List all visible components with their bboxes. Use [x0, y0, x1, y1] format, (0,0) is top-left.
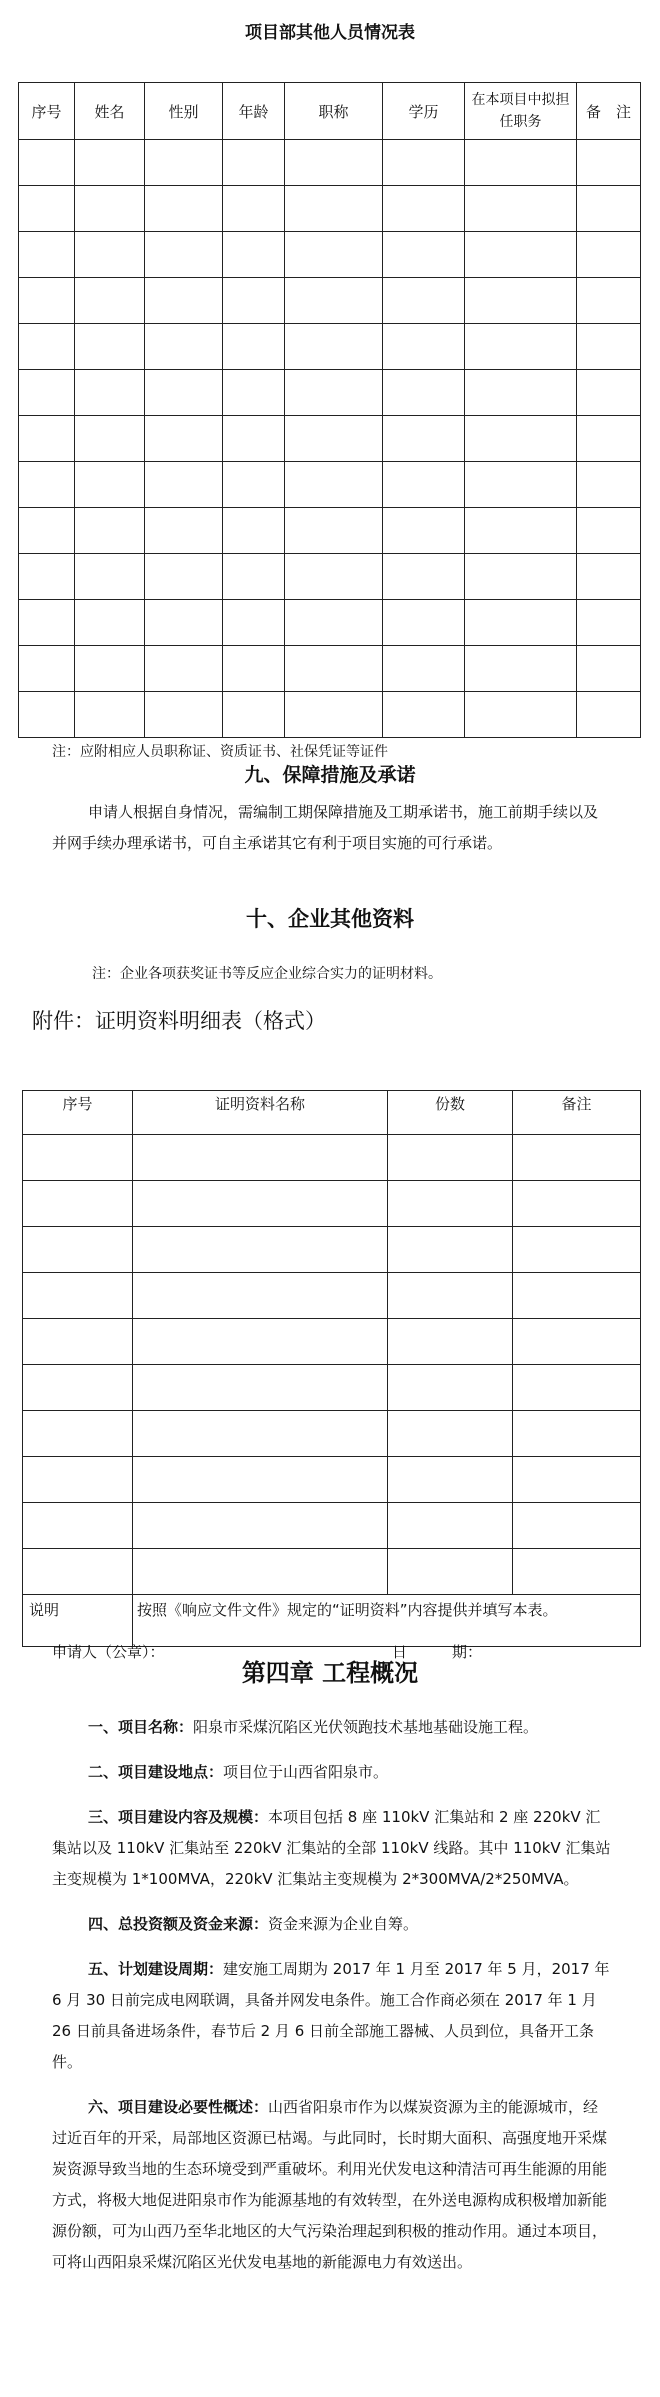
table-row [19, 508, 641, 554]
empty-cell [145, 462, 223, 508]
section-9-paragraph: 申请人根据自身情况，需编制工期保障措施及工期承诺书，施工前期手续以及并网手续办理承诺书，可自主承诺其它有利于项目实施的可行承诺。 [52, 803, 599, 852]
empty-cell [23, 1181, 133, 1227]
empty-cell [577, 232, 641, 278]
item-label: 二、项目建设地点： [88, 1763, 224, 1781]
empty-cell [75, 600, 145, 646]
header-cell: 在本项目中拟担任职务 [465, 83, 577, 140]
empty-cell [577, 370, 641, 416]
section-10-note: 注：企业各项获奖证书等反应企业综合实力的证明材料。 [92, 966, 442, 982]
empty-cell [145, 324, 223, 370]
empty-cell [383, 324, 465, 370]
empty-cell [285, 232, 383, 278]
empty-cell [577, 416, 641, 462]
empty-cell [383, 462, 465, 508]
empty-cell [133, 1319, 388, 1365]
staff-table-note: 注：应附相应人员职称证、资质证书、社保凭证等证件 [52, 744, 388, 760]
empty-cell [285, 416, 383, 462]
chapter-item [52, 1757, 612, 1788]
header-cell: 证明资料名称 [133, 1091, 388, 1135]
empty-cell [388, 1365, 513, 1411]
table-row [23, 1503, 641, 1549]
empty-cell [465, 370, 577, 416]
empty-cell [577, 508, 641, 554]
empty-cell [145, 508, 223, 554]
chapter-4-title: 第四章 工程概况 [241, 1659, 419, 1687]
empty-cell [388, 1503, 513, 1549]
empty-cell [388, 1549, 513, 1595]
item-label: 四、总投资额及资金来源： [88, 1915, 269, 1933]
remark-row [23, 1595, 641, 1647]
empty-cell [388, 1319, 513, 1365]
empty-cell [513, 1411, 641, 1457]
empty-cell [223, 646, 285, 692]
empty-cell [23, 1411, 133, 1457]
empty-cell [145, 186, 223, 232]
empty-cell [223, 416, 285, 462]
item-label: 六、项目建设必要性概述： [88, 2098, 269, 2116]
item-text: 本项目包括 8 座 110kV 汇集站和 2 座 220kV 汇集站以及 110kV 汇集站至 220kV 汇集站的全部 110kV 线路。其中 110kV 汇集站主变规模为 1*100MVA，220kV 汇集站主变规模为 2*300MVA/2*250MVA。 [52, 1808, 611, 1888]
empty-cell [145, 646, 223, 692]
empty-cell [465, 232, 577, 278]
empty-cell [388, 1457, 513, 1503]
empty-cell [145, 232, 223, 278]
empty-cell [133, 1365, 388, 1411]
empty-cell [23, 1319, 133, 1365]
empty-cell [223, 370, 285, 416]
empty-cell [513, 1503, 641, 1549]
empty-cell [133, 1411, 388, 1457]
empty-cell [19, 508, 75, 554]
empty-cell [133, 1181, 388, 1227]
empty-cell [133, 1457, 388, 1503]
empty-cell [388, 1181, 513, 1227]
empty-cell [513, 1135, 641, 1181]
attachment-title: 附件：证明资料明细表（格式） [32, 1009, 326, 1033]
empty-cell [19, 370, 75, 416]
empty-cell [513, 1273, 641, 1319]
empty-cell [285, 600, 383, 646]
empty-cell [223, 508, 285, 554]
empty-cell [223, 600, 285, 646]
empty-cell [23, 1365, 133, 1411]
empty-cell [75, 186, 145, 232]
table-row [23, 1227, 641, 1273]
empty-cell [75, 646, 145, 692]
item-label: 三、项目建设内容及规模： [88, 1808, 269, 1826]
empty-cell [133, 1503, 388, 1549]
table-row [19, 692, 641, 738]
empty-cell [75, 508, 145, 554]
empty-cell [383, 692, 465, 738]
table-row [23, 1273, 641, 1319]
empty-cell [145, 554, 223, 600]
empty-cell [19, 140, 75, 186]
item-text: 阳泉市采煤沉陷区光伏领跑技术基地基础设施工程。 [193, 1718, 539, 1736]
table-row [23, 1549, 641, 1595]
item-text: 山西省阳泉市作为以煤炭资源为主的能源城市，经过近百年的开采，局部地区资源已枯竭。与此同时，长时期大面积、高强度地开采煤炭资源导致当地的生态环境受到严重破坏。利用光伏发电这种清洁可再生能源的用能方式，将极大地促进阳泉市作为能源基地的有效转型，在外送电源构成积极增加新能源份额，可为山西乃至华北地区的大气污染治理起到积极的推动作用。通过本项目，可将山西阳泉采煤沉陷区光伏发电基地的新能源电力有效送出。 [52, 2098, 608, 2271]
empty-cell [223, 140, 285, 186]
empty-cell [513, 1181, 641, 1227]
empty-cell [223, 232, 285, 278]
empty-cell [577, 692, 641, 738]
empty-cell [513, 1227, 641, 1273]
empty-cell [388, 1273, 513, 1319]
remark-label: 说明 [23, 1595, 133, 1647]
empty-cell [577, 324, 641, 370]
empty-cell [577, 140, 641, 186]
empty-cell [388, 1227, 513, 1273]
empty-cell [577, 278, 641, 324]
empty-cell [465, 324, 577, 370]
empty-cell [383, 416, 465, 462]
empty-cell [577, 600, 641, 646]
empty-cell [465, 186, 577, 232]
empty-cell [75, 324, 145, 370]
empty-cell [383, 232, 465, 278]
header-cell: 职称 [285, 83, 383, 140]
attachment-table [22, 1090, 641, 1647]
empty-cell [75, 416, 145, 462]
table-row [19, 186, 641, 232]
table-row [19, 416, 641, 462]
table-row [19, 462, 641, 508]
empty-cell [133, 1549, 388, 1595]
empty-cell [285, 278, 383, 324]
empty-cell [465, 462, 577, 508]
empty-cell [285, 646, 383, 692]
empty-cell [19, 232, 75, 278]
item-label: 一、项目名称： [88, 1718, 194, 1736]
empty-cell [75, 278, 145, 324]
empty-cell [223, 324, 285, 370]
empty-cell [383, 646, 465, 692]
table-row [19, 646, 641, 692]
empty-cell [513, 1549, 641, 1595]
empty-cell [285, 140, 383, 186]
chapter-item [52, 1909, 612, 1940]
empty-cell [19, 462, 75, 508]
table-row [23, 1411, 641, 1457]
empty-cell [383, 554, 465, 600]
table-row [19, 554, 641, 600]
empty-cell [465, 600, 577, 646]
empty-cell [145, 600, 223, 646]
empty-cell [285, 324, 383, 370]
empty-cell [383, 140, 465, 186]
empty-cell [285, 508, 383, 554]
staff-table-header-row [19, 83, 641, 140]
empty-cell [465, 278, 577, 324]
remark-text: 按照《响应文件文件》规定的“证明资料”内容提供并填写本表。 [133, 1595, 641, 1647]
empty-cell [133, 1273, 388, 1319]
empty-cell [23, 1273, 133, 1319]
header-cell: 序号 [19, 83, 75, 140]
empty-cell [285, 462, 383, 508]
header-cell: 学历 [383, 83, 465, 140]
empty-cell [133, 1135, 388, 1181]
empty-cell [75, 692, 145, 738]
item-text: 资金来源为企业自筹。 [268, 1915, 419, 1933]
empty-cell [19, 278, 75, 324]
empty-cell [285, 370, 383, 416]
empty-cell [75, 370, 145, 416]
table-row [19, 324, 641, 370]
empty-cell [23, 1135, 133, 1181]
empty-cell [75, 232, 145, 278]
empty-cell [577, 646, 641, 692]
empty-cell [75, 554, 145, 600]
empty-cell [465, 646, 577, 692]
empty-cell [145, 416, 223, 462]
header-cell: 份数 [388, 1091, 513, 1135]
empty-cell [383, 186, 465, 232]
applicant-seal-label: 申请人（公章）： [52, 1643, 165, 1661]
section-10-title: 十、企业其他资料 [246, 907, 414, 931]
staff-table-title: 项目部其他人员情况表 [245, 23, 415, 43]
empty-cell [383, 278, 465, 324]
empty-cell [465, 508, 577, 554]
empty-cell [465, 692, 577, 738]
empty-cell [23, 1549, 133, 1595]
table-row [23, 1457, 641, 1503]
empty-cell [19, 600, 75, 646]
empty-cell [577, 186, 641, 232]
header-cell: 序号 [23, 1091, 133, 1135]
empty-cell [465, 140, 577, 186]
header-cell: 备注 [513, 1091, 641, 1135]
empty-cell [465, 416, 577, 462]
empty-cell [223, 554, 285, 600]
empty-cell [285, 554, 383, 600]
header-cell: 姓名 [75, 83, 145, 140]
header-cell: 性别 [145, 83, 223, 140]
empty-cell [145, 278, 223, 324]
empty-cell [285, 186, 383, 232]
item-text: 建安施工周期为 2017 年 1 月至 2017 年 5 月，2017 年 6 月 30 日前完成电网联调，具备并网发电条件。施工合作商必须在 2017 年 1 月 26 日前具备进场条件，春节后 2 月 6 日前全部施工器械、人员到位，具备开工条件。 [52, 1960, 610, 2071]
table-row [19, 232, 641, 278]
chapter-item [52, 1712, 612, 1743]
empty-cell [19, 692, 75, 738]
item-text: 项目位于山西省阳泉市。 [223, 1763, 389, 1781]
table-row [19, 370, 641, 416]
empty-cell [383, 508, 465, 554]
empty-cell [145, 140, 223, 186]
empty-cell [223, 692, 285, 738]
empty-cell [19, 186, 75, 232]
table-row [23, 1365, 641, 1411]
empty-cell [19, 416, 75, 462]
empty-cell [75, 140, 145, 186]
chapter-item [52, 1954, 612, 2078]
table-row [23, 1135, 641, 1181]
table-row [19, 278, 641, 324]
date-label: 日 期： [392, 1643, 483, 1661]
empty-cell [223, 186, 285, 232]
empty-cell [19, 324, 75, 370]
staff-table [18, 82, 641, 738]
header-cell: 备 注 [577, 83, 641, 140]
header-cell: 年龄 [223, 83, 285, 140]
empty-cell [19, 554, 75, 600]
empty-cell [513, 1457, 641, 1503]
empty-cell [388, 1411, 513, 1457]
item-label: 五、计划建设周期： [88, 1960, 224, 1978]
empty-cell [75, 462, 145, 508]
table-row [19, 600, 641, 646]
empty-cell [145, 692, 223, 738]
empty-cell [223, 278, 285, 324]
empty-cell [465, 554, 577, 600]
attachment-header-row [23, 1091, 641, 1135]
empty-cell [23, 1227, 133, 1273]
empty-cell [383, 370, 465, 416]
table-row [23, 1181, 641, 1227]
empty-cell [577, 554, 641, 600]
empty-cell [285, 692, 383, 738]
chapter-item [52, 1802, 612, 1895]
empty-cell [19, 646, 75, 692]
empty-cell [133, 1227, 388, 1273]
chapter-item [52, 2092, 612, 2278]
empty-cell [513, 1319, 641, 1365]
section-9-title: 九、保障措施及承诺 [244, 764, 416, 786]
empty-cell [23, 1503, 133, 1549]
empty-cell [513, 1365, 641, 1411]
empty-cell [383, 600, 465, 646]
empty-cell [145, 370, 223, 416]
empty-cell [577, 462, 641, 508]
table-row [23, 1319, 641, 1365]
table-row [19, 140, 641, 186]
chapter-4-body [52, 1712, 612, 2278]
empty-cell [388, 1135, 513, 1181]
empty-cell [23, 1457, 133, 1503]
empty-cell [223, 462, 285, 508]
